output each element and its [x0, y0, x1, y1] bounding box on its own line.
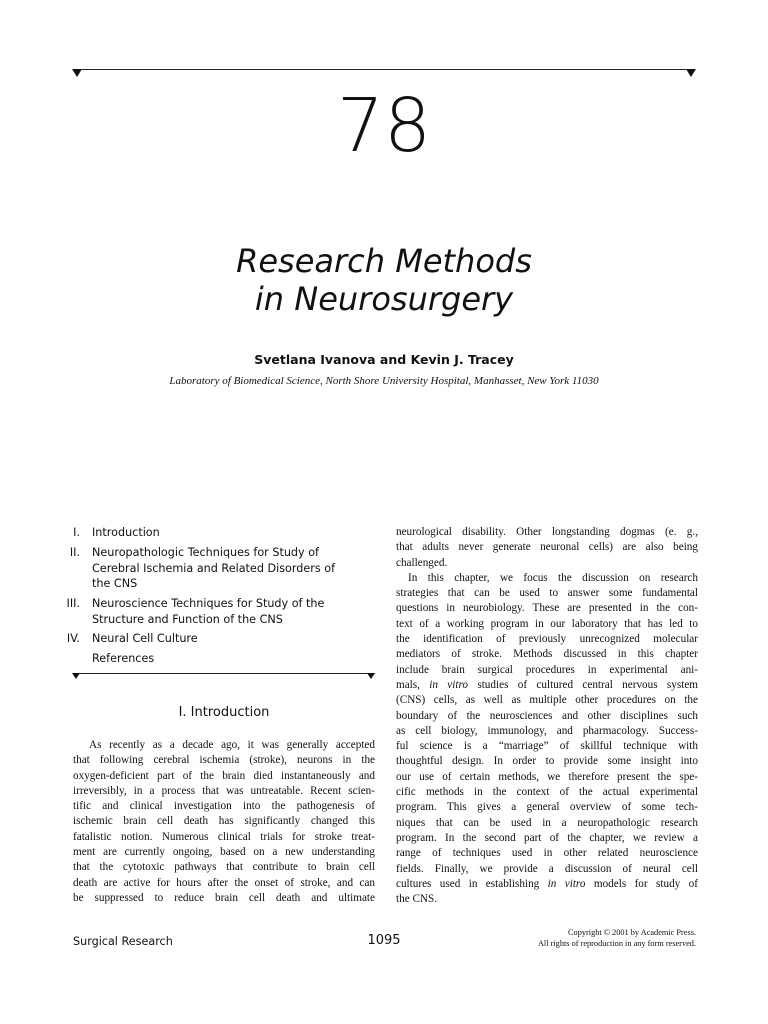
- book-title: Surgical Research: [73, 935, 173, 948]
- text-line: program. This gives a general overview of some tech-: [396, 801, 698, 814]
- toc-divider-right-marker-icon: [367, 673, 375, 679]
- chapter-title-line1: Research Methods: [236, 242, 532, 280]
- text-line: fields. Finally, we provide a discussion of neural cell: [396, 862, 698, 875]
- text-line: that adults never generate neuronal cells) are also being: [396, 541, 698, 554]
- text-line: program. In the second part of the chapter, we review a: [396, 831, 698, 844]
- text-line: challenged.: [396, 556, 448, 569]
- chapter-number: 78: [336, 83, 432, 169]
- chapter-title: [0, 242, 768, 318]
- toc-entry-number: IV.: [66, 632, 80, 645]
- toc-entry-line: Neural Cell Culture: [92, 632, 198, 645]
- text-line: In this chapter, we focus the discussion on research: [408, 571, 698, 584]
- copyright-line: Copyright © 2001 by Academic Press.: [568, 928, 696, 937]
- text-line: ment are currently ongoing, based on a new understanding: [73, 846, 375, 859]
- text-line: the identification of previously unrecognized molecular: [396, 633, 698, 646]
- text-line: neurological disability. Other longstanding dogmas (e. g.,: [396, 526, 698, 538]
- text-line: mals, in vitro studies of cultured central nervous system: [396, 678, 698, 691]
- right-column: [396, 525, 698, 907]
- italic-term: in vitro: [547, 877, 586, 890]
- toc-entry-number: II.: [69, 546, 80, 559]
- text-line: strategies that can be used to answer some fundamental: [396, 587, 698, 600]
- text-line: ischemic brain cell death has significantly changed this: [73, 815, 375, 828]
- text-line: (CNS) cells, as well as multiple other procedures on the: [396, 694, 698, 707]
- text-line: niques that can be used in a neuropathologic research: [396, 816, 698, 829]
- text-line: as cell biology, immunology, and pharmacology. Success-: [396, 724, 698, 737]
- affiliation: Laboratory of Biomedical Science, North Shore University Hospital, Manhasset, New York 11030: [169, 375, 599, 387]
- toc-divider-left-marker-icon: [72, 673, 80, 679]
- text-line: include brain surgical procedures in experimental ani-: [396, 663, 698, 676]
- text-line: that the cytotoxic pathways that contribute to brain cell: [73, 861, 375, 874]
- copyright-notice: [538, 927, 696, 949]
- authors: Svetlana Ivanova and Kevin J. Tracey: [254, 352, 514, 367]
- text-line: mediators of stroke. Methods discussed in this chapter: [396, 648, 698, 661]
- text-line: tific and clinical investigation into the pathogenesis of: [73, 800, 375, 813]
- chapter-title-line2: in Neurosurgery: [254, 280, 514, 318]
- toc-entry-number: I.: [73, 526, 80, 539]
- toc-entry-line: Introduction: [92, 526, 160, 539]
- text-line: text of a working program in our laboratory that has led to: [396, 617, 698, 630]
- toc-entry-line: Structure and Function of the CNS: [92, 612, 283, 626]
- italic-term: in vitro: [429, 678, 469, 691]
- text-line: ful science is a “marriage” of skillful technique with: [396, 740, 698, 753]
- text-line: cultures used in establishing in vitro models for study of: [396, 877, 698, 890]
- text-line: boundary of the neurosciences and other disciplines such: [396, 709, 698, 722]
- text-line: fatalistic notion. Numerous clinical trials for stroke treat-: [73, 830, 375, 843]
- text-line: the CNS.: [396, 893, 438, 906]
- text-line: oxygen-deficient part of the brain died instantaneously and: [73, 769, 375, 782]
- text-line: death are active for hours after the onset of stroke, and can: [73, 876, 375, 889]
- section-heading: I. Introduction: [178, 705, 270, 720]
- rights-line: All rights of reproduction in any form reserved.: [537, 939, 696, 948]
- toc-entry-number: III.: [66, 597, 80, 610]
- toc-divider: [73, 673, 375, 674]
- text-line: our use of certain methods, we therefore present the spe-: [396, 770, 698, 783]
- toc-entry-line: the CNS: [92, 577, 138, 590]
- toc-entry-line: Neuroscience Techniques for Study of the: [92, 597, 325, 610]
- text-line: that following cerebral ischemia (stroke), neurons in the: [73, 754, 375, 767]
- left-column: [73, 738, 375, 906]
- text-line: be suppressed to reduce brain cell death and ultimate: [73, 891, 375, 904]
- text-line: cific methods in the context of the actual experimental: [396, 786, 698, 799]
- toc-entry-line: References: [92, 652, 155, 665]
- toc-entry-line: Cerebral Ischemia and Related Disorders of: [92, 561, 336, 575]
- toc-entry-line: Neuropathologic Techniques for Study of: [92, 546, 319, 559]
- text-line: As recently as a decade ago, it was generally accepted: [89, 739, 375, 751]
- top-rule-left-marker-icon: [72, 69, 82, 77]
- text-line: thoughtful design. In order to provide some insight into: [396, 755, 698, 768]
- top-rule: [73, 69, 695, 70]
- page-number: 1095: [367, 933, 401, 948]
- text-line: irreversibly, in a process that was untreatable. Recent scien-: [73, 784, 375, 797]
- top-rule-right-marker-icon: [686, 69, 696, 77]
- text-line: questions in neurobiology. These are presented in the con-: [396, 602, 698, 615]
- text-line: range of techniques used in other related neuroscience: [396, 847, 698, 860]
- toc: [40, 525, 380, 665]
